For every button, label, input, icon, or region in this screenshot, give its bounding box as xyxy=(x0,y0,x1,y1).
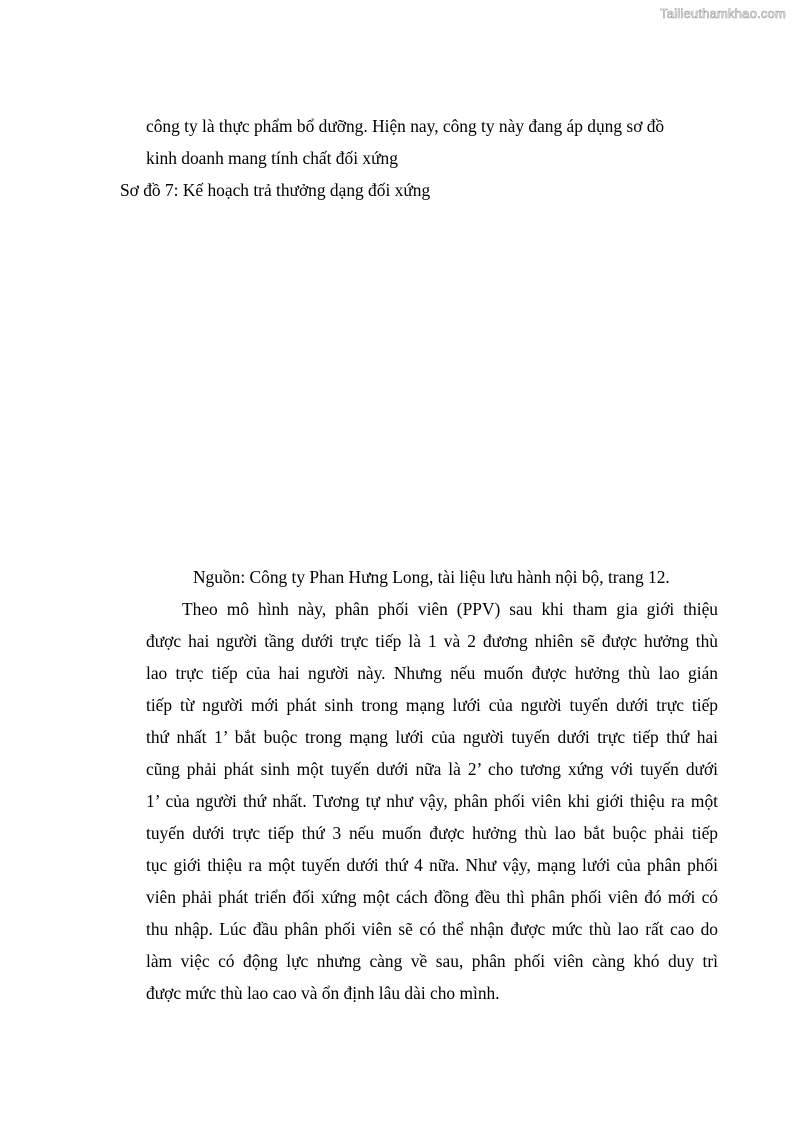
body-line: thu nhập. Lúc đầu phân phối viên sẽ có thể nhận được mức thù lao rất cao do xyxy=(146,919,718,939)
figure-caption: Sơ đồ 7: Kế hoạch trả thưởng dạng đối xứng xyxy=(120,180,431,200)
body-line: được mức thù lao cao và ổn định lâu dài cho mình. xyxy=(146,983,500,1003)
body-line: tục giới thiệu ra một tuyến dưới thứ 4 nữa. Như vậy, mạng lưới của phân phối xyxy=(146,855,718,875)
body-line: cũng phải phát sinh một tuyến dưới nữa là 2’ cho tương xứng với tuyến dưới xyxy=(146,759,718,779)
figure-source: Nguồn: Công ty Phan Hưng Long, tài liệu lưu hành nội bộ, trang 12. xyxy=(193,567,670,587)
body-line: tiếp từ người mới phát sinh trong mạng lưới của người tuyến dưới trực tiếp xyxy=(146,695,718,715)
body-line: viên phải phát triển đối xứng một cách đồng đều thì phân phối viên đó mới có xyxy=(146,887,718,907)
body-line: được hai người tầng dưới trực tiếp là 1 và 2 đương nhiên sẽ được hưởng thù xyxy=(146,631,718,651)
body-line: Theo mô hình này, phân phối viên (PPV) sau khi tham gia giới thiệu xyxy=(182,599,718,619)
body-line: tuyến dưới trực tiếp thứ 3 nếu muốn được hưởng thù lao bắt buộc phải tiếp xyxy=(146,823,718,843)
body-line: làm việc có động lực nhưng càng về sau, phân phối viên càng khó duy trì xyxy=(146,951,718,971)
intro-line: kinh doanh mang tính chất đối xứng xyxy=(146,148,398,168)
body-line: thứ nhất 1’ bắt buộc trong mạng lưới của người tuyến dưới trực tiếp thứ hai xyxy=(146,727,718,747)
watermark: Tailieuthamkhao.com xyxy=(660,6,786,21)
body-line: lao trực tiếp của hai người này. Nhưng nếu muốn được hưởng thù lao gián xyxy=(146,663,718,683)
intro-line: công ty là thực phẩm bổ dưỡng. Hiện nay, công ty này đang áp dụng sơ đồ xyxy=(146,116,665,136)
diagram-placeholder xyxy=(120,205,720,555)
body-line: 1’ của người thứ nhất. Tương tự như vậy, phân phối viên khi giới thiệu ra một xyxy=(146,791,718,811)
